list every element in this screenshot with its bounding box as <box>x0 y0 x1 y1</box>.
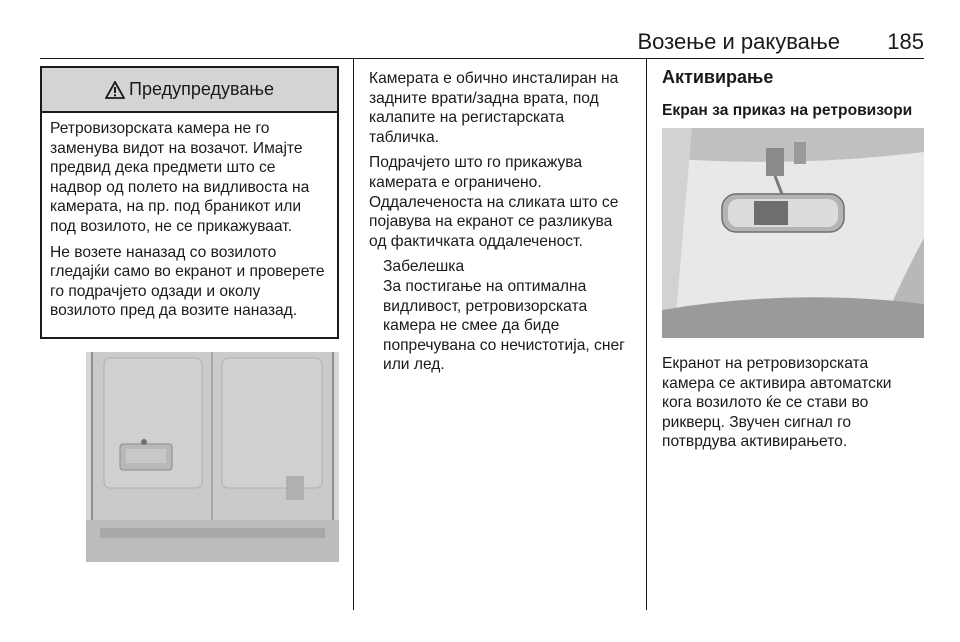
subsection-title: Екран за приказ на ретровизори <box>662 102 913 119</box>
column-divider-left <box>353 58 354 610</box>
warning-paragraph-1: Ретровизорската камера не го заменува видот на возачот. Имајте предвид дека предмети што се надвор од полето на видливоста на камерата, на пр. под браникот или под возилото, не се прикажуваат. <box>50 120 310 235</box>
warning-triangle-icon <box>105 81 125 99</box>
rearview-mirror-display-illustration <box>662 128 924 338</box>
middle-paragraph-1: Камерата е обично инсталиран на задните врати/задна врата, под калапите на регистарската табличка. <box>369 70 619 146</box>
warning-header <box>42 68 337 113</box>
middle-paragraph-2: Подрачјето што го прикажува камерата е ограничено. Оддалеченоста на сликата што се појавува на екранот се разликува од фактичката оддалеченост. <box>369 154 619 250</box>
middle-column <box>369 69 634 375</box>
page-number: 185 <box>887 29 924 54</box>
van-rear-camera-illustration <box>86 352 339 562</box>
right-paragraph: Екранот на ретровизорската камера се активира автоматски кога возилото ќе се стави во рикверц. Звучен сигнал го потврдува активирањето. <box>662 355 892 451</box>
page-header <box>0 0 960 60</box>
warning-paragraph-2: Не возете наназад со возилото гледајќи само во екранот и проверете го подрачјето одзади и околу возилото пред да возите наназад. <box>50 243 325 320</box>
column-divider-right <box>646 58 647 610</box>
note-block <box>369 257 634 375</box>
note-text: За постигање на оптимална видливост, ретровизорската камера не смее да биде попречувана со нечистотија, снег или лед. <box>383 277 625 374</box>
right-column-text <box>662 354 924 458</box>
header-rule <box>40 58 924 59</box>
warning-body <box>42 113 337 321</box>
warning-title: Предупредување <box>129 79 274 99</box>
section-title: Активирање <box>662 67 774 87</box>
note-title: Забелешка <box>383 258 465 276</box>
warning-box <box>40 66 339 339</box>
chapter-title: Возење и ракување <box>637 29 840 54</box>
